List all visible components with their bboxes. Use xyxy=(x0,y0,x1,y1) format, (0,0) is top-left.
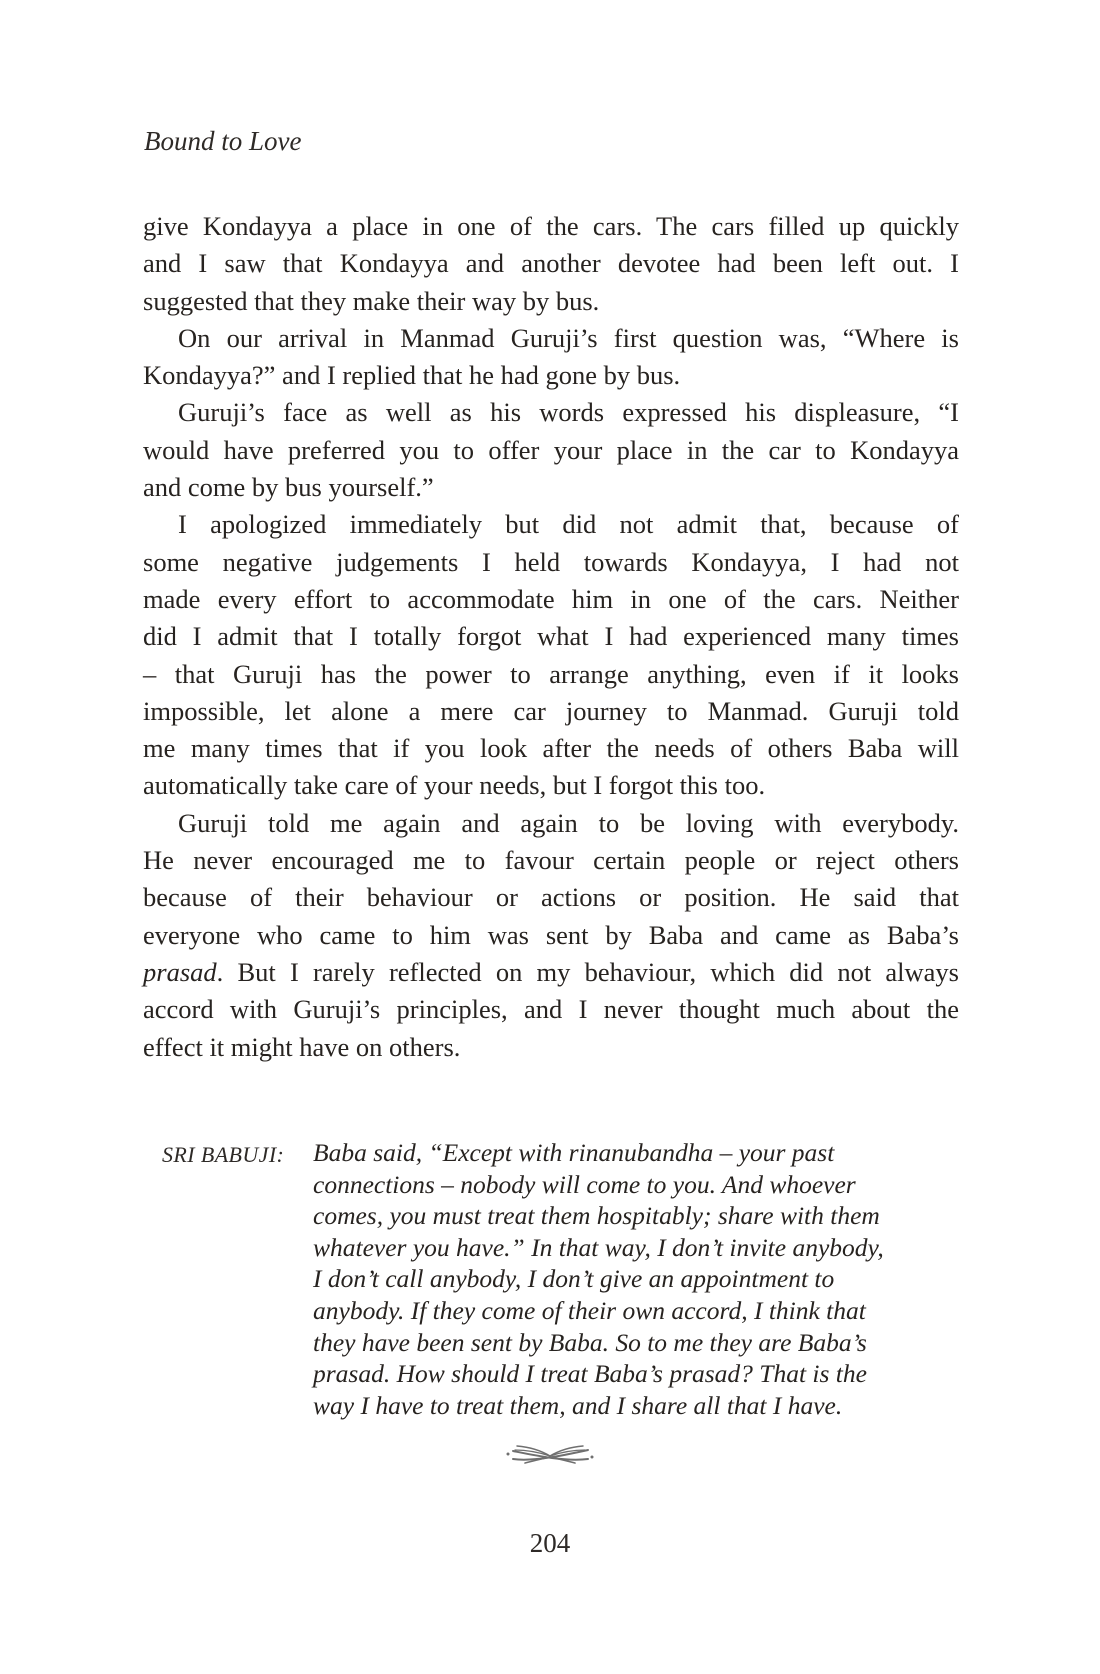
text-line: He never encouraged me to favour certain people or reject others xyxy=(143,845,959,876)
quote-line: I don’t call anybody, I don’t give an appointment to xyxy=(313,1264,835,1294)
text-line: Kondayya?” and I replied that he had gone by bus. xyxy=(143,360,681,391)
body-text-block xyxy=(143,208,959,1066)
text-line: and come by bus yourself.” xyxy=(143,472,434,503)
running-header-book-title: Bound to Love xyxy=(144,126,302,156)
text-line: effect it might have on others. xyxy=(143,1031,461,1062)
text-line: impossible, let alone a mere car journey to Manmad. Guruji told xyxy=(143,695,959,726)
paragraph xyxy=(143,394,959,506)
quote-line: anybody. If they come of their own accord, I think that xyxy=(313,1295,866,1325)
quote-line: prasad. How should I treat Baba’s prasad? That is the xyxy=(313,1359,867,1389)
page-number: 204 xyxy=(529,1528,571,1558)
text-line: On our arrival in Manmad Guruji’s first question was, “Where is xyxy=(178,322,959,353)
quote-line: Baba said, “Except with rinanubandha – your past xyxy=(313,1138,835,1167)
text-line: made every effort to accommodate him in one of the cars. Neither xyxy=(143,583,959,614)
flourish-divider-icon xyxy=(505,1442,595,1468)
text-line: automatically take care of your needs, but I forgot this too. xyxy=(143,770,766,801)
paragraph xyxy=(143,506,959,804)
paragraph xyxy=(143,805,959,1066)
paragraph xyxy=(143,208,959,320)
text-line: accord with Guruji’s principles, and I never thought much about the xyxy=(143,994,959,1025)
text-line: everyone who came to him was sent by Baba and came as Baba’s xyxy=(143,919,959,950)
quote-line: way I have to treat them, and I share all that I have. xyxy=(313,1390,843,1420)
quote-line: whatever you have.” In that way, I don’t invite anybody, xyxy=(313,1232,884,1262)
text-line: would have preferred you to offer your place in the car to Kondayya xyxy=(143,434,959,465)
text-line: and I saw that Kondayya and another devotee had been left out. I xyxy=(143,248,959,279)
text-line: some negative judgements I held towards Kondayya, I had not xyxy=(143,546,959,577)
quote-line: connections – nobody will come to you. And whoever xyxy=(313,1169,856,1199)
text-line: did I admit that I totally forgot what I had experienced many times xyxy=(143,621,959,652)
text-line: Guruji’s face as well as his words expressed his displeasure, “I xyxy=(178,397,959,428)
text-line: give Kondayya a place in one of the cars. The cars filled up quickly xyxy=(143,211,959,241)
quote-text-block xyxy=(313,1137,963,1421)
paragraph xyxy=(143,320,959,395)
text-line: prasad. But I rarely reflected on my behaviour, which did not always xyxy=(143,956,959,987)
text-line: me many times that if you look after the needs of others Baba will xyxy=(143,733,959,764)
text-line: because of their behaviour or actions or position. He said that xyxy=(143,882,959,913)
text-line: I apologized immediately but did not admit that, because of xyxy=(178,509,959,540)
text-line: – that Guruji has the power to arrange anything, even if it looks xyxy=(143,658,959,689)
quote-speaker-label: SRI BABUJI: xyxy=(162,1142,285,1167)
quote-line: they have been sent by Baba. So to me they are Baba’s xyxy=(313,1327,867,1357)
quote-line: comes, you must treat them hospitably; share with them xyxy=(313,1201,880,1231)
text-line: suggested that they make their way by bus. xyxy=(143,285,600,316)
text-line: Guruji told me again and again to be loving with everybody. xyxy=(178,807,959,838)
